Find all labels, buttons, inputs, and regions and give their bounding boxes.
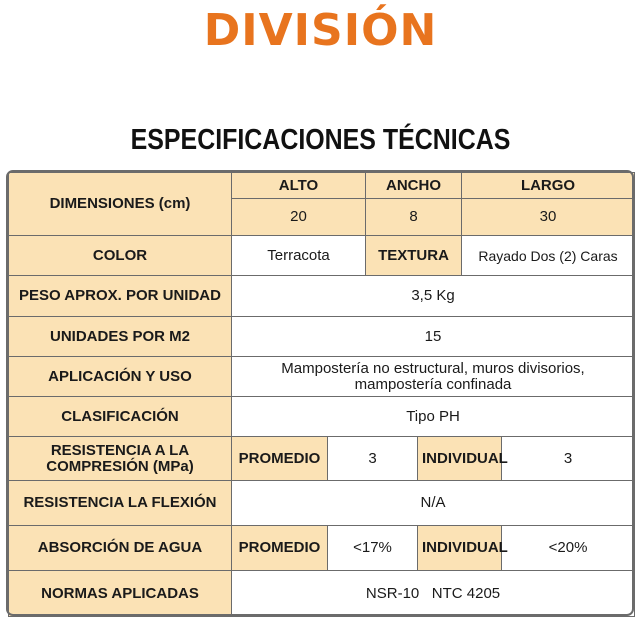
compression-ind-label: INDIVIDUAL [418, 437, 502, 481]
flexion-label: RESISTENCIA LA FLEXIÓN [9, 481, 232, 526]
compression-avg-label: PROMEDIO [232, 437, 328, 481]
flexion-value: N/A [232, 481, 635, 526]
application-value [232, 357, 635, 397]
absorption-avg-label: PROMEDIO [232, 526, 328, 571]
compression-label-line2: COMPRESIÓN (MPa) [46, 457, 194, 475]
absorption-label: ABSORCIÓN DE AGUA [9, 526, 232, 571]
weight-row [9, 276, 635, 317]
units-row [9, 317, 635, 357]
compression-row [9, 437, 635, 481]
absorption-avg-value: <17% [328, 526, 418, 571]
application-value-line2: mampostería confinada [354, 375, 512, 393]
classification-value: Tipo PH [232, 397, 635, 437]
application-value-line1: Mampostería no estructural, muros divisorios, [281, 359, 585, 377]
application-label: APLICACIÓN Y USO [9, 357, 232, 397]
color-row [9, 236, 635, 276]
texture-label: TEXTURA [366, 236, 462, 276]
norms-value: NSR-10 NTC 4205 [232, 571, 635, 617]
dimensions-header-row [9, 173, 635, 199]
compression-ind-value: 3 [502, 437, 635, 481]
color-label: COLOR [9, 236, 232, 276]
norms-row [9, 571, 635, 617]
absorption-ind-value: <20% [502, 526, 635, 571]
flexion-row [9, 481, 635, 526]
dim-header-alto: ALTO [232, 173, 366, 199]
compression-label [9, 437, 232, 481]
dim-value-alto: 20 [232, 199, 366, 236]
specs-table [8, 172, 635, 617]
absorption-ind-label: INDIVIDUAL [418, 526, 502, 571]
units-value: 15 [232, 317, 635, 357]
application-row [9, 357, 635, 397]
weight-value: 3,5 Kg [232, 276, 635, 317]
absorption-row [9, 526, 635, 571]
dim-header-ancho: ANCHO [366, 173, 462, 199]
units-label: UNIDADES POR M2 [9, 317, 232, 357]
dim-value-ancho: 8 [366, 199, 462, 236]
color-value: Terracota [232, 236, 366, 276]
specs-heading: ESPECIFICACIONES TÉCNICAS [130, 124, 511, 156]
classification-row [9, 397, 635, 437]
norms-label: NORMAS APLICADAS [9, 571, 232, 617]
texture-value: Rayado Dos (2) Caras [462, 236, 635, 276]
compression-avg-value: 3 [328, 437, 418, 481]
product-title: DIVISIÓN [203, 5, 438, 56]
dim-header-largo: LARGO [462, 173, 635, 199]
compression-label-line1: RESISTENCIA A LA [50, 441, 190, 459]
dimensions-label: DIMENSIONES (cm) [9, 173, 232, 236]
classification-label: CLASIFICACIÓN [9, 397, 232, 437]
weight-label: PESO APROX. POR UNIDAD [9, 276, 232, 317]
dim-value-largo: 30 [462, 199, 635, 236]
